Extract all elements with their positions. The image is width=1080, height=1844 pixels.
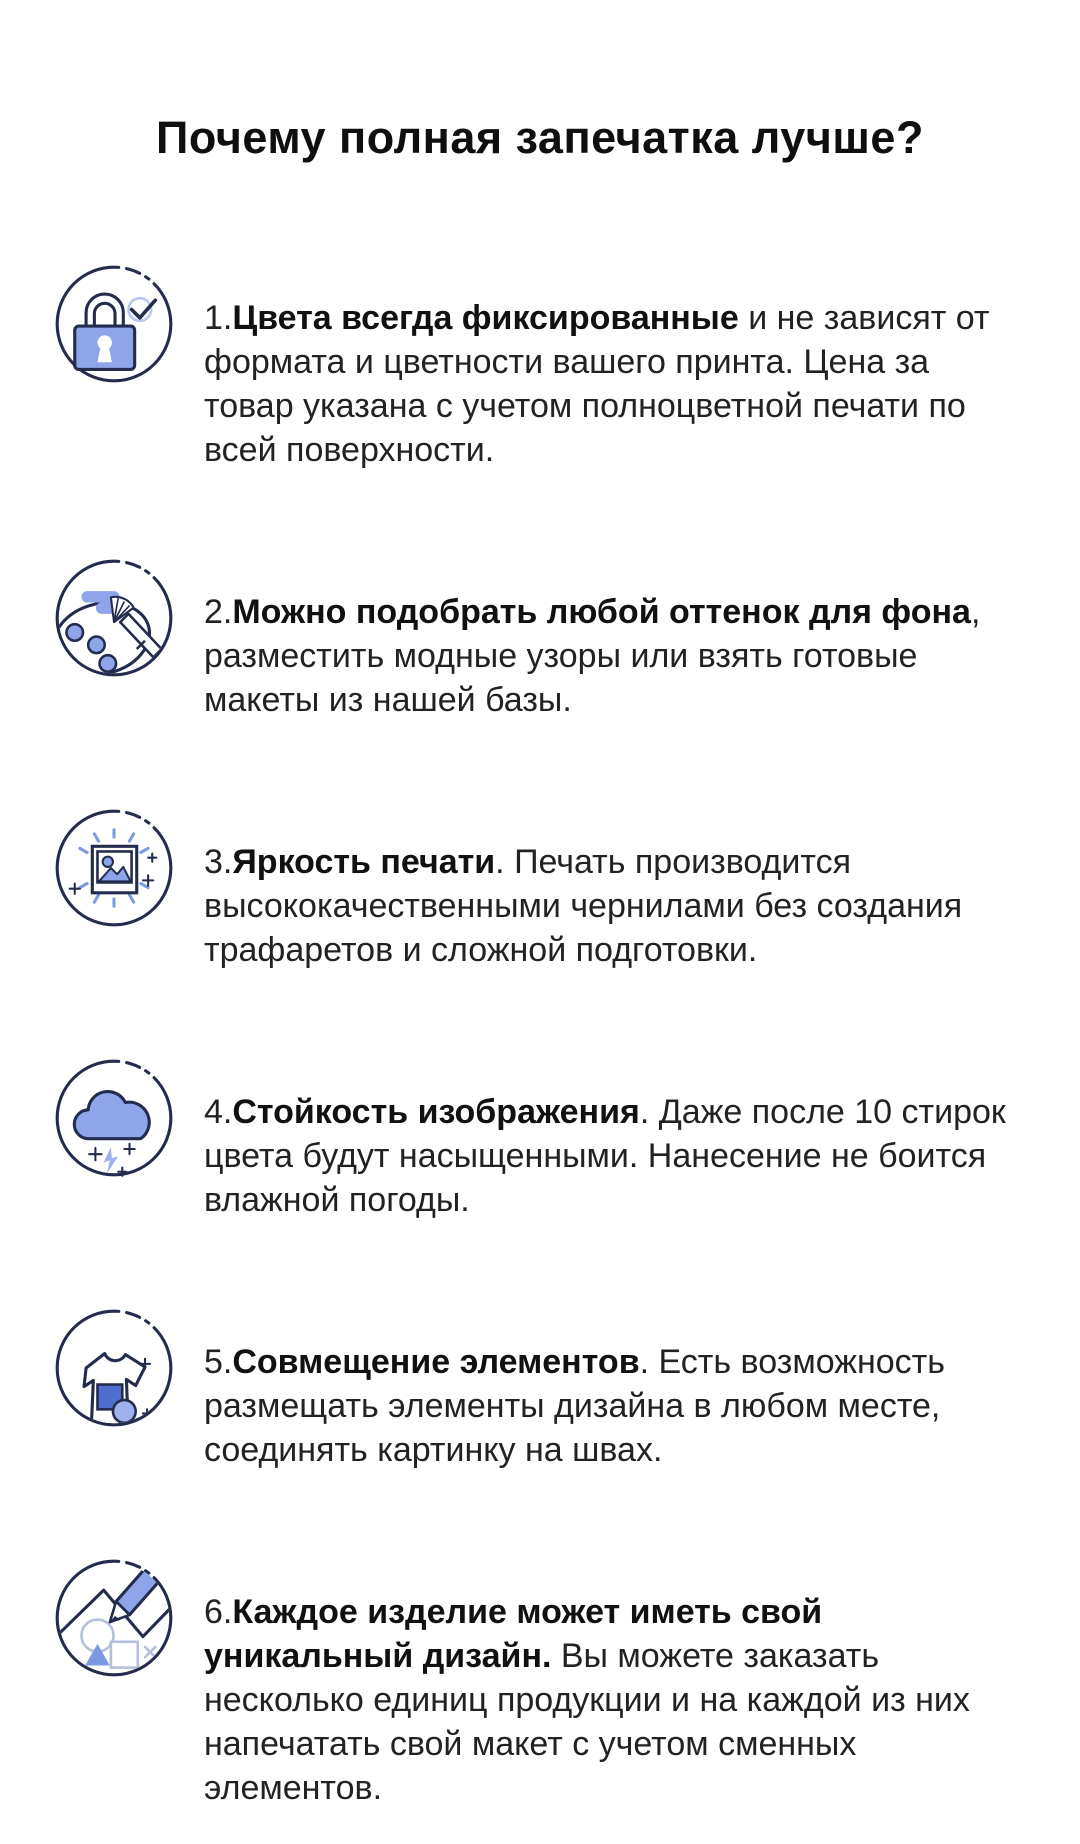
benefit-bold: Можно подобрать любой оттенок для фона <box>232 593 971 631</box>
benefit-item-5 <box>52 1306 1030 1506</box>
benefit-rest: , разместить модные узоры или взять готовые макеты из нашей базы. <box>204 593 981 719</box>
benefit-number: 4. <box>204 1093 233 1131</box>
benefit-text <box>204 590 1010 722</box>
benefit-number: 3. <box>204 843 233 881</box>
benefit-rest: . Печать производится высококачественными чернилами без создания трафаретов и сложной подготовки. <box>204 843 963 969</box>
benefit-item-6 <box>52 1556 1030 1844</box>
benefit-bold: Цвета всегда фиксированные <box>232 299 739 337</box>
benefit-rest: Вы можете заказать несколько единиц продукции и на каждой из них напечатать свой макет с учетом сменных элементов. <box>204 1637 970 1807</box>
benefit-rest: . Даже после 10 стирок цвета будут насыщенными. Нанесение не боится влажной погоды. <box>204 1093 1006 1219</box>
benefit-item-3 <box>52 806 1030 1006</box>
benefit-number: 2. <box>204 593 233 631</box>
tshirt-icon <box>52 1306 176 1430</box>
benefit-text <box>204 1340 1010 1472</box>
benefit-item-1 <box>52 262 1030 506</box>
benefit-rest: . Есть возможность размещать элементы дизайна в любом месте, соединять картинку на швах. <box>204 1343 945 1469</box>
page-title: Почему полная запечатка лучше? <box>156 112 924 163</box>
benefit-item-2 <box>52 556 1030 756</box>
infographic-page <box>0 112 1080 1807</box>
benefit-rest: и не зависят от формата и цветности вашего принта. Цена за товар указана с учетом полноцветной печати по всей поверхности. <box>204 299 990 469</box>
lock-icon <box>52 262 176 386</box>
cloud-icon <box>52 1056 176 1180</box>
benefits-list <box>0 262 1080 1844</box>
image-icon <box>52 806 176 930</box>
benefit-bold: Яркость печати <box>232 843 496 881</box>
benefit-item-4 <box>52 1056 1030 1256</box>
benefit-bold: Каждое изделие может иметь свой уникальный дизайн. <box>204 1593 823 1675</box>
benefit-bold: Стойкость изображения <box>232 1093 640 1131</box>
pencil-icon <box>52 1556 176 1680</box>
benefit-text <box>204 1090 1010 1222</box>
palette-icon <box>52 556 176 680</box>
benefit-number: 1. <box>204 299 233 337</box>
benefit-bold: Совмещение элементов <box>232 1343 640 1381</box>
benefit-text <box>204 1590 1010 1810</box>
benefit-number: 6. <box>204 1593 233 1631</box>
benefit-number: 5. <box>204 1343 233 1381</box>
benefit-text <box>204 840 1010 972</box>
benefit-text <box>204 296 1010 472</box>
